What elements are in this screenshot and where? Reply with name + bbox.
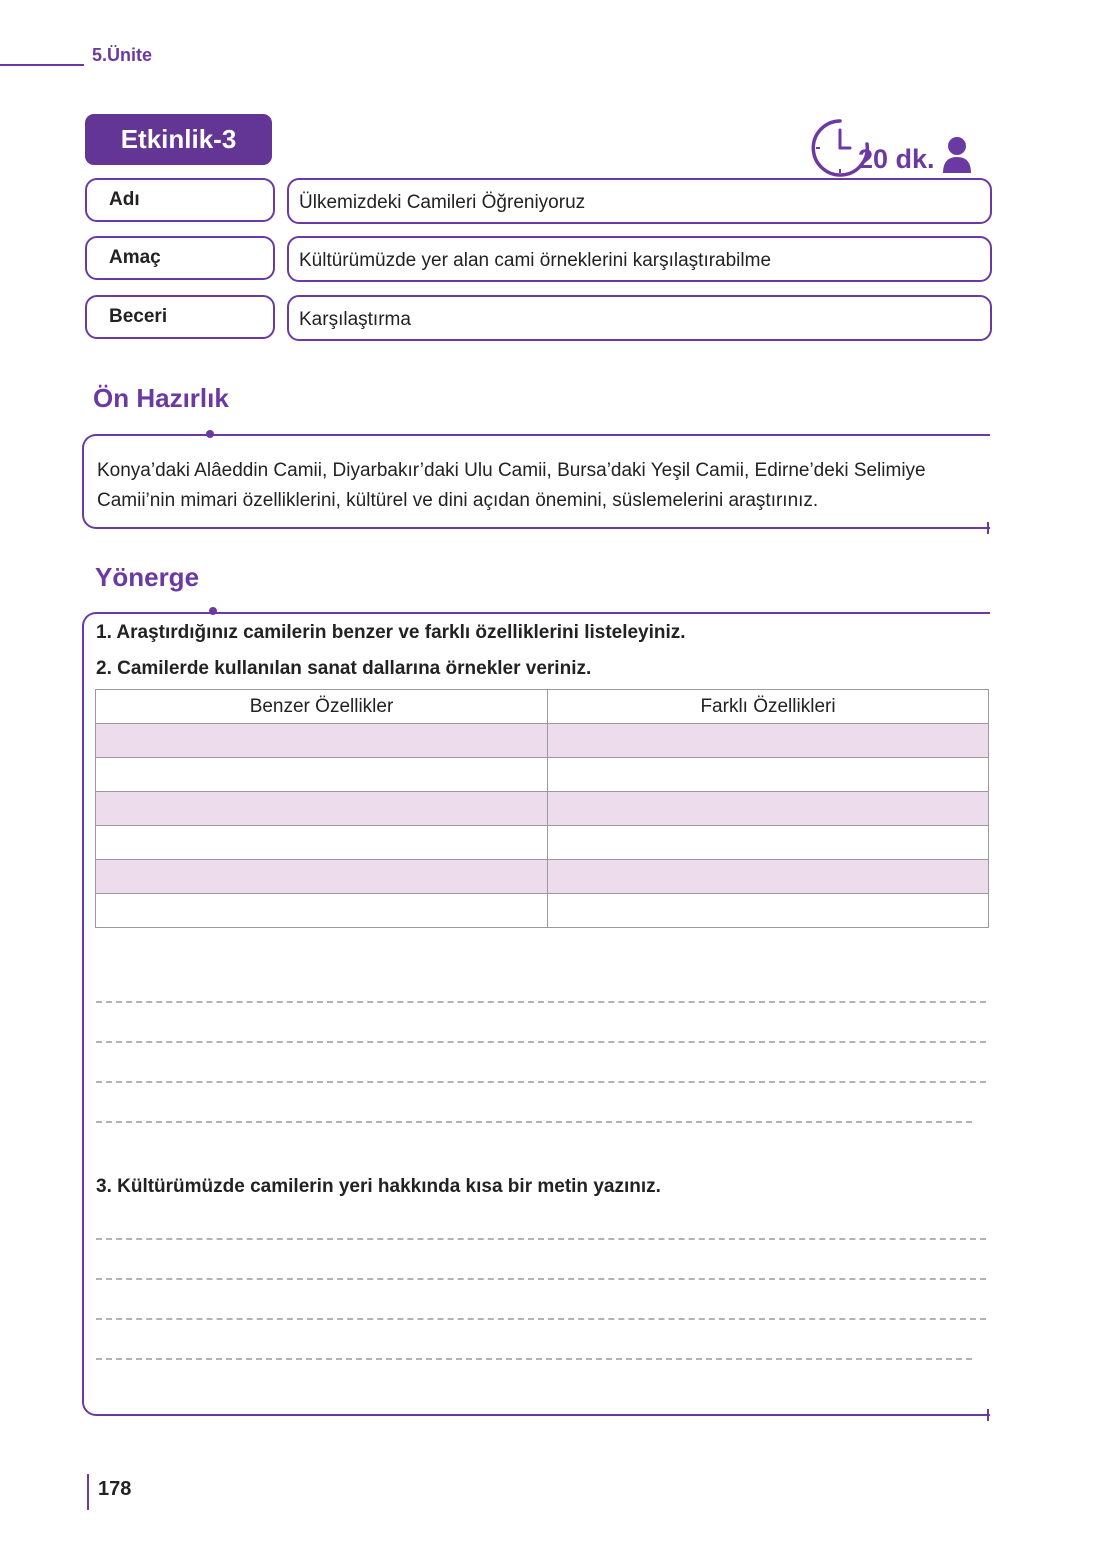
writing-line[interactable]	[96, 1081, 986, 1083]
table-cell[interactable]	[96, 758, 548, 792]
duration-label: 20 dk.	[858, 144, 935, 174]
writing-line[interactable]	[96, 1238, 986, 1240]
table-cell[interactable]	[96, 826, 548, 860]
table-header-row	[96, 690, 989, 724]
aim-value: Kültürümüzde yer alan cami örneklerini karşılaştırabilme	[287, 236, 992, 282]
frame-tick	[987, 522, 989, 534]
table-cell[interactable]	[548, 826, 989, 860]
page-number: 178	[98, 1478, 132, 1500]
table-row	[96, 792, 989, 826]
table-cell[interactable]	[96, 792, 548, 826]
frame-tick	[987, 1409, 989, 1421]
header-different: Farklı Özellikleri	[548, 690, 989, 724]
table-row	[96, 758, 989, 792]
instructions-heading: Yönerge	[95, 562, 200, 592]
preparation-line-1: Konya’daki Alâeddin Camii, Diyarbakır’daki Ulu Camii, Bursa’daki Yeşil Camii, Edirne’deki Selimiye	[97, 460, 926, 481]
question-2: 2. Camilerde kullanılan sanat dallarına örnekler veriniz.	[96, 658, 592, 679]
frame-dot	[209, 607, 217, 615]
writing-line[interactable]	[96, 1318, 986, 1320]
writing-line[interactable]	[96, 1358, 972, 1360]
name-label: Adı	[85, 178, 275, 222]
comparison-table	[95, 689, 989, 928]
aim-label: Amaç	[85, 236, 275, 280]
table-cell[interactable]	[548, 724, 989, 758]
frame-dot	[206, 430, 214, 438]
question-1: 1. Araştırdığınız camilerin benzer ve farklı özelliklerini listeleyiniz.	[96, 622, 686, 643]
table-cell[interactable]	[96, 894, 548, 928]
question-3: 3. Kültürümüzde camilerin yeri hakkında kısa bir metin yazınız.	[96, 1176, 661, 1197]
header-similar: Benzer Özellikler	[96, 690, 548, 724]
skill-label: Beceri	[85, 295, 275, 339]
writing-line[interactable]	[96, 1001, 986, 1003]
page-number-bar	[87, 1474, 89, 1510]
person-icon	[941, 136, 973, 174]
skill-value: Karşılaştırma	[287, 295, 992, 341]
writing-line[interactable]	[96, 1041, 986, 1043]
table-cell[interactable]	[548, 894, 989, 928]
name-value: Ülkemizdeki Camileri Öğreniyoruz	[287, 178, 992, 224]
table-cell[interactable]	[96, 860, 548, 894]
header-rule	[0, 64, 84, 66]
table-cell[interactable]	[548, 758, 989, 792]
table-row	[96, 894, 989, 928]
preparation-text	[97, 456, 997, 516]
table-row	[96, 826, 989, 860]
writing-line[interactable]	[96, 1278, 986, 1280]
table-cell[interactable]	[96, 724, 548, 758]
table-row	[96, 860, 989, 894]
preparation-line-2: Camii’nin mimari özelliklerini, kültürel ve dini açıdan önemini, süslemelerini araştırınız.	[97, 490, 819, 511]
table-cell[interactable]	[548, 792, 989, 826]
activity-title: Etkinlik-3	[85, 114, 272, 165]
table-cell[interactable]	[548, 860, 989, 894]
table-row	[96, 724, 989, 758]
preparation-heading: Ön Hazırlık	[93, 383, 229, 413]
unit-label: 5.Ünite	[92, 45, 153, 65]
writing-line[interactable]	[96, 1121, 972, 1123]
